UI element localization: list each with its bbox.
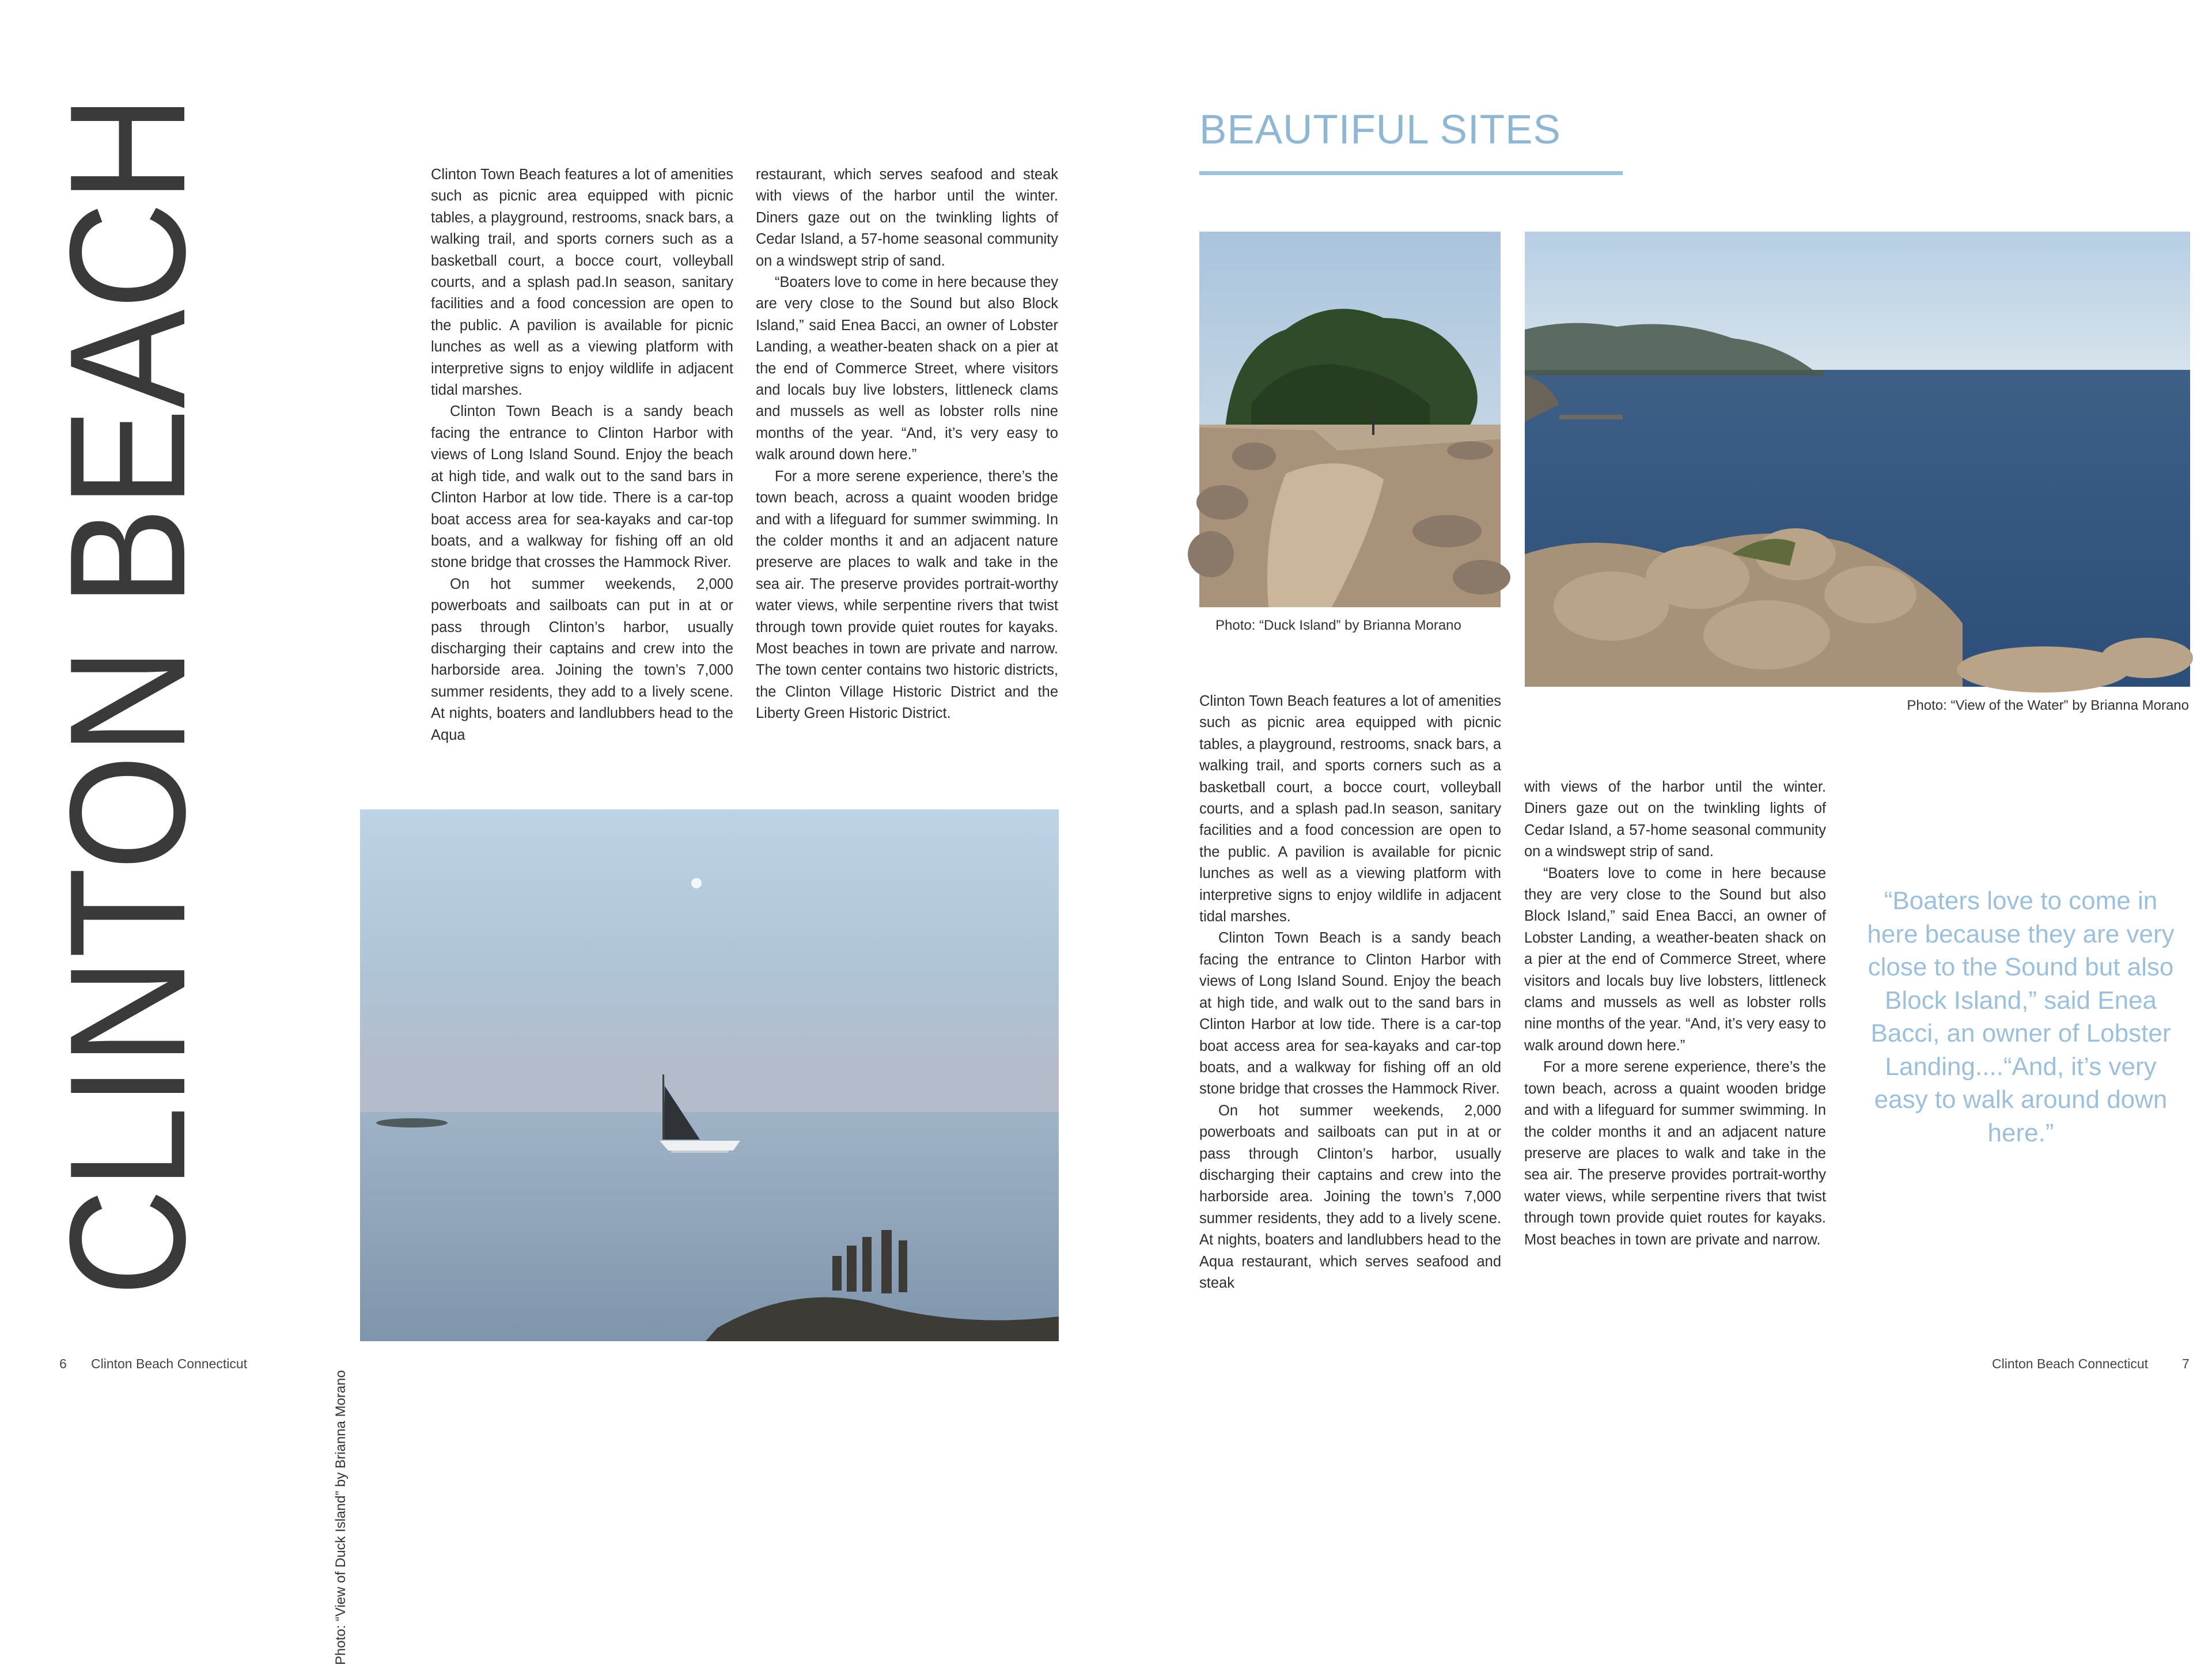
svg-text:CLINTON BEACH: [35, 39, 219, 1296]
right-column-2: [1524, 777, 1826, 1251]
heading-rule: [1199, 171, 1623, 175]
paragraph: Clinton Town Beach features a lot of amenities such as picnic area equipped with picnic tables, a playground, restrooms, snack bars, a walking trail, and sports corners such as a basketball court, a bocce court, volleyball courts, and a splash pad.In season, sanitary facilities and a food concession are open to the public. A pavilion is available for picnic lunches as well as a viewing platform with interpretive signs to enjoy wildlife in adjacent tidal marshes.: [1199, 693, 1501, 925]
paragraph: For a more serene experience, there’s the town beach, across a quaint wooden bridge and with a lifeguard for summer swimming. In the colder months it and an adjacent nature preserve are places to walk and take in the sea air. The preserve provides portrait-worthy water views, while serpentine rivers that twist through town provide quiet routes for kayaks. Most beaches in town are private and narrow. The town center contains two historic districts, the Clinton Village Historic District and the Liberty Green Historic District.: [756, 468, 1058, 722]
pull-quote: “Boaters love to come in here because they are very close to the Sound but also Block Island,” said Enea Bacci, an owner of Lobster Landing....“And, it’s very easy to walk around down here.”: [1867, 887, 2175, 1147]
paragraph: restaurant, which serves seafood and steak with views of the harbor until the winter. Diners gaze out on the twinkling lights of Cedar Island, a 57-home seasonal community on a windswept strip of sand.: [756, 166, 1058, 269]
paragraph: Clinton Town Beach is a sandy beach facing the entrance to Clinton Harbor with views of Long Island Sound. Enjoy the beach at high tide, and walk out to the sand bars in Clinton Harbor at low tide. There is a car-top boat access area for sea-kayaks and car-top boats, and a walkway for fishing off an old stone bridge that crosses the Hammock River.: [1199, 930, 1501, 1098]
paragraph: On hot summer weekends, 2,000 powerboats and sailboats can put in at or pass through Clinton’s harbor, usually discharging their captains and crew into the harborside area. Joining the town’s 7,000 summer residents, they add to a lively scene. At nights, boaters and landlubbers head to the Aqua: [431, 576, 733, 743]
paragraph: “Boaters love to come in here because they are very close to the Sound but also Block Island,” said Enea Bacci, an owner of Lobster Landing, a weather-beaten shack on a pier at the end of Commerce Street, where visitors and locals buy live lobsters, littleneck clams and mussels as well as lobster rolls nine months of the year. “And, it’s very easy to walk around down here.”: [756, 274, 1058, 463]
page-title: [35, 39, 219, 1296]
photo2-caption: Photo: “View of the Water” by Brianna Morano: [1907, 698, 2189, 713]
left-column-2: [756, 164, 1058, 725]
title-clinton: CLINTON: [35, 576, 219, 1296]
paragraph: On hot summer weekends, 2,000 powerboats and sailboats can put in at or pass through Clinton’s harbor, usually discharging their captains and crew into the harborside area. Joining the town’s 7,000 summer residents, they add to a lively scene. At nights, boaters and landlubbers head to the Aqua restaurant, which serves seafood and steak: [1199, 1102, 1501, 1291]
photo1-caption: Photo: “Duck Island” by Brianna Morano: [1215, 618, 1461, 633]
left-column-1: [431, 164, 733, 746]
footer-label-left: Clinton Beach Connecticut: [91, 1356, 248, 1371]
paragraph: Clinton Town Beach features a lot of amenities such as picnic area equipped with picnic tables, a playground, restrooms, snack bars, a walking trail, and sports corners such as a basketball court, a bocce court, volleyball courts, and a splash pad.In season, sanitary facilities and a food concession are open to the public. A pavilion is available for picnic lunches as well as a viewing platform with interpretive signs to enjoy wildlife in adjacent tidal marshes.: [431, 166, 733, 399]
page-number-right: 7: [2182, 1356, 2190, 1371]
section-heading: BEAUTIFUL SITES: [1199, 107, 1561, 153]
right-column-1: [1199, 691, 1501, 1294]
page-number-left: 6: [59, 1356, 67, 1371]
paragraph: “Boaters love to come in here because they are very close to the Sound but also Block Island,” said Enea Bacci, an owner of Lobster Landing, a weather-beaten shack on a pier at the end of Commerce Street, where visitors and locals buy live lobsters, littleneck clams and mussels as well as lobster rolls nine months of the year. “And, it’s very easy to walk around down here.”: [1524, 865, 1826, 1054]
footer-label-right: Clinton Beach Connecticut: [1992, 1356, 2149, 1371]
paragraph: with views of the harbor until the winter. Diners gaze out on the twinkling lights of Cedar Island, a 57-home seasonal community on a windswept strip of sand.: [1524, 779, 1826, 860]
photo-duck-island: [1199, 232, 1501, 607]
paragraph: For a more serene experience, there’s the town beach, across a quaint wooden bridge and with a lifeguard for summer swimming. In the colder months it and an adjacent nature preserve are places to walk and take in the sea air. The preserve provides portrait-worthy water views, while serpentine rivers that twist through town provide quiet routes for kayaks. Most beaches in town are private and narrow.: [1524, 1059, 1826, 1248]
photo-duck-island-view: [360, 809, 1059, 1341]
photo-view-of-water: [1525, 232, 2190, 687]
paragraph: Clinton Town Beach is a sandy beach facing the entrance to Clinton Harbor with views of Long Island Sound. Enjoy the beach at high tide, and walk out to the sand bars in Clinton Harbor at low tide. There is a car-top boat access area for sea-kayaks and car-top boats, and a walkway for fishing off an old stone bridge that crosses the Hammock River.: [431, 403, 733, 571]
left-photo-caption: [333, 1342, 347, 1665]
caption-text: Photo: “View of Duck Island” by Brianna Morano: [333, 1370, 349, 1665]
title-beach: BEACH: [35, 39, 219, 607]
